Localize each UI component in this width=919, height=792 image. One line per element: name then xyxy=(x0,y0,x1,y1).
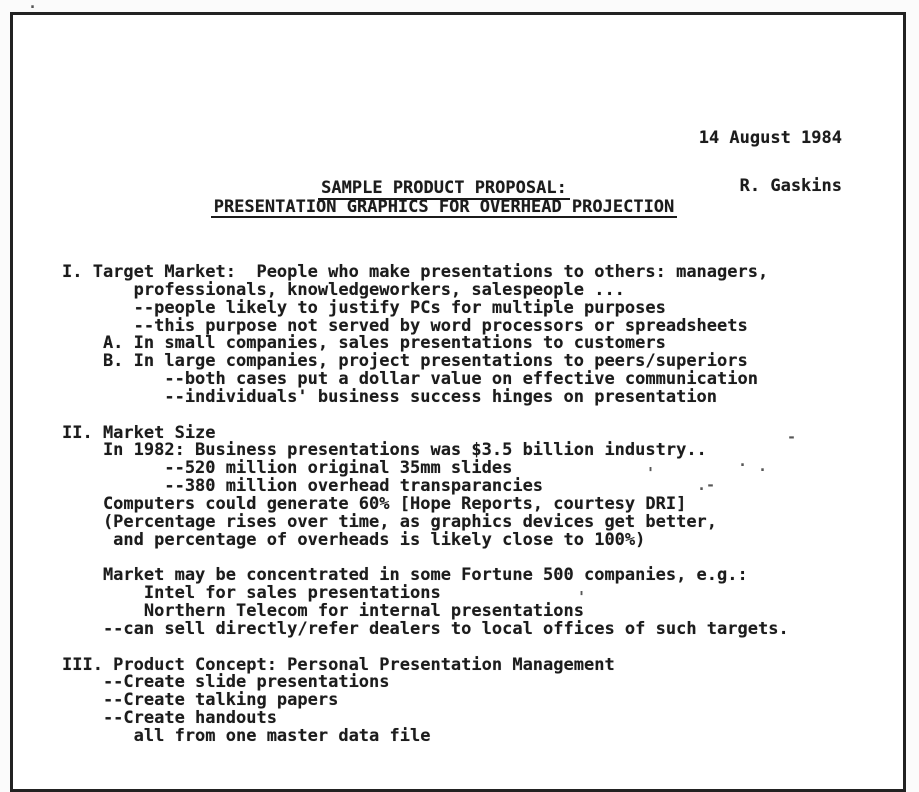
body-line: Northern Telecom for internal presentations xyxy=(62,601,584,622)
body-line xyxy=(62,639,789,657)
body-line: (Percentage rises over time, as graphics devices get better, xyxy=(62,511,718,532)
scan-artifact: ' xyxy=(646,464,656,482)
body-line: --380 million overhead transparancies xyxy=(62,476,544,497)
title-line-2: PRESENTATION GRAPHICS FOR OVERHEAD PROJECTION xyxy=(211,200,678,219)
scan-artifact: - xyxy=(787,428,797,446)
scan-artifact: .- xyxy=(697,476,716,494)
body-line: B. In large companies, project presentations to peers/superiors xyxy=(62,351,748,372)
doc-title xyxy=(0,178,888,218)
title-row-2 xyxy=(0,196,888,219)
body-line: In 1982: Business presentations was $3.5 billion industry.. xyxy=(62,440,707,461)
body-line: all from one master data file xyxy=(62,725,431,746)
body-line: Intel for sales presentations xyxy=(62,583,441,604)
body-line: --this purpose not served by word processors or spreadsheets xyxy=(62,315,748,336)
body-line: II. Market Size xyxy=(62,422,216,443)
body-line: Computers could generate 60% [Hope Reports, courtesy DRI] xyxy=(62,493,687,514)
body-line: --Create talking papers xyxy=(62,690,339,711)
body-line: --Create slide presentations xyxy=(62,672,390,693)
author-line: R. Gaskins xyxy=(739,176,842,196)
body-line: Market may be concentrated in some Fortune 500 companies, e.g.: xyxy=(62,565,748,586)
body-line: --Create handouts xyxy=(62,708,277,729)
body-line: --520 million original 35mm slides xyxy=(62,458,513,479)
scan-artifact: . xyxy=(758,457,768,475)
scan-artifact: . xyxy=(738,452,748,470)
body-line: --individuals' business success hinges on presentation xyxy=(62,386,718,407)
document-body xyxy=(62,264,789,746)
body-line: --people likely to justify PCs for multiple purposes xyxy=(62,297,666,318)
body-line: A. In small companies, sales presentations to customers xyxy=(62,333,666,354)
body-line: professionals, knowledgeworkers, salespeople ... xyxy=(62,279,625,300)
body-line xyxy=(62,407,789,425)
body-line: and percentage of overheads is likely close to 100%) xyxy=(62,529,646,550)
scan-artifact: . xyxy=(28,0,38,12)
body-line: I. Target Market: People who make presentations to others: managers, xyxy=(62,262,769,282)
date-line: 14 August 1984 xyxy=(698,128,842,148)
body-line: III. Product Concept: Personal Presentation Management xyxy=(62,654,615,675)
body-line: --can sell directly/refer dealers to local offices of such targets. xyxy=(62,618,789,639)
scan-artifact: ' xyxy=(577,588,587,606)
body-line: --both cases put a dollar value on effective communication xyxy=(62,369,758,390)
title-line-1: SAMPLE PRODUCT PROPOSAL: xyxy=(318,181,570,200)
